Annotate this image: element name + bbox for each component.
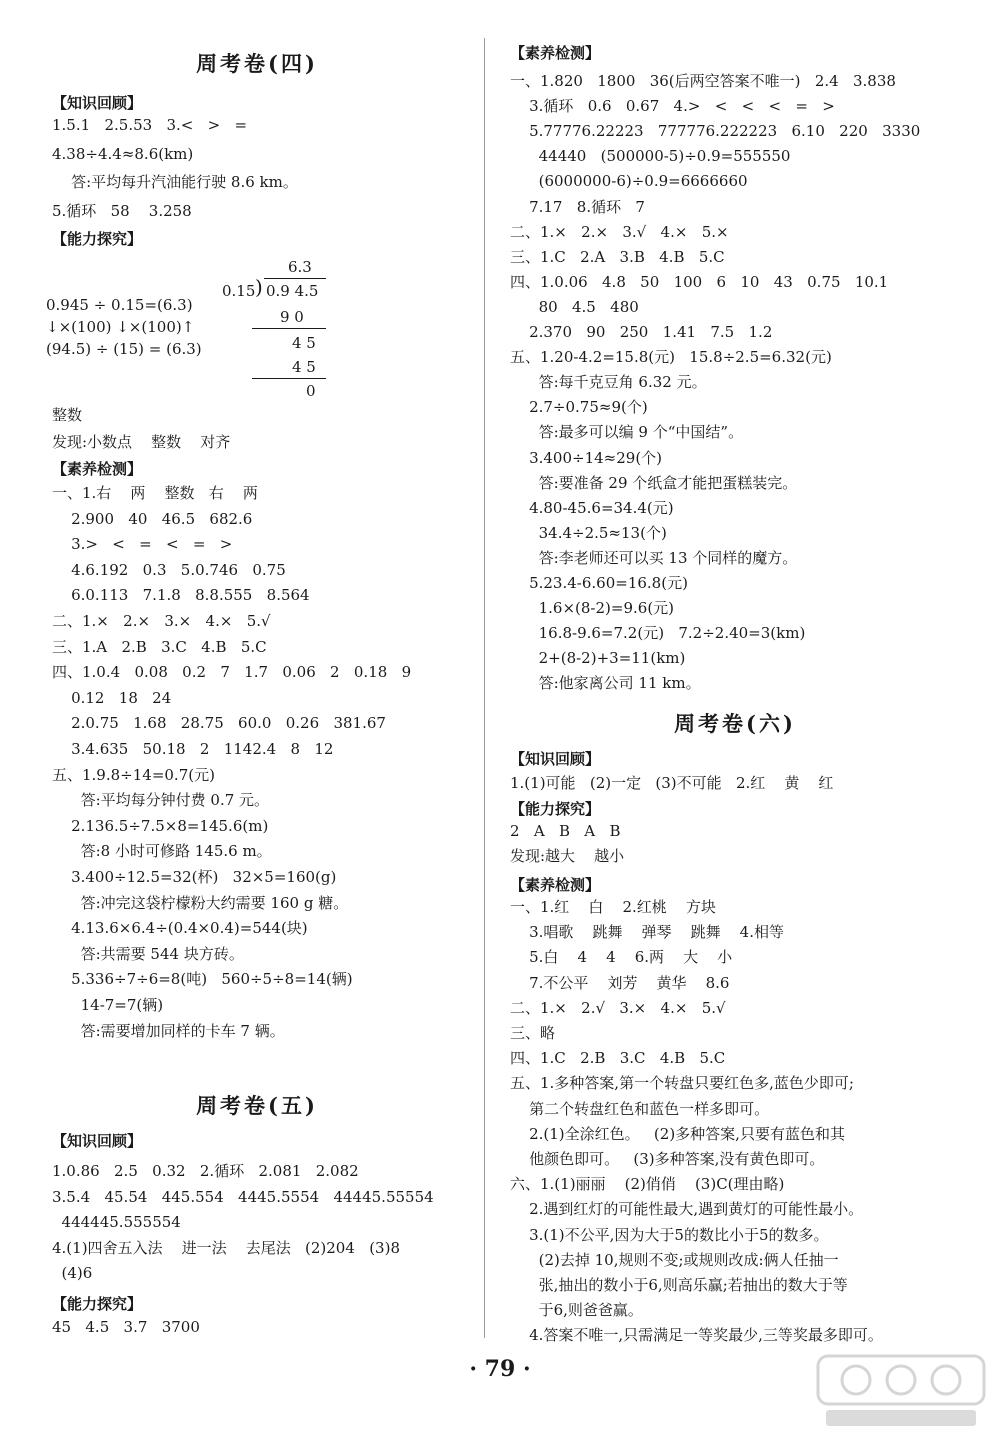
answer-line: 444445.555554 (52, 1213, 181, 1231)
answer-line: 答:每千克豆角 6.32 元。 (510, 373, 707, 392)
answer-line: 45 4.5 3.7 3700 (52, 1318, 200, 1336)
answer-line: 5.336÷7÷6=8(吨) 560÷5÷8=14(辆) (52, 970, 353, 989)
answer-line: 三、1.A 2.B 3.C 4.B 5.C (52, 637, 267, 656)
answer-line: 3.5.4 45.54 445.554 4445.5554 44445.55554 (52, 1187, 434, 1206)
answer-line: 1.0.86 2.5 0.32 2.循环 2.081 2.082 (52, 1162, 359, 1180)
answer-line: 发现:小数点 整数 对齐 (52, 433, 231, 451)
answer-line: 发现:越大 越小 (510, 847, 625, 865)
answer-line: 整数 (52, 406, 83, 424)
title-week5: 周考卷(五) (196, 1093, 318, 1118)
answer-line: 1.5.1 2.5.53 3.< > = (52, 116, 248, 134)
answer-line: (6000000-6)÷0.9=6666660 (510, 172, 748, 191)
answer-line: 2.7÷0.75≈9(个) (510, 398, 648, 417)
answer-line: 2+(8-2)+3=11(km) (510, 649, 686, 668)
answer-line: 44440 (500000-5)÷0.9=555550 (510, 147, 791, 166)
answer-line: 4.答案不唯一,只需满足一等奖最少,三等奖最多即可。 (510, 1326, 883, 1345)
answer-line: 2.(1)全涂红色。 (2)多种答案,只要有蓝色和其 (510, 1124, 845, 1143)
division-dividend: 0.9 4.5 (266, 282, 319, 300)
answer-line: 3.400÷14≈29(个) (510, 448, 663, 467)
answer-line: 5.23.4-6.60=16.8(元) (510, 574, 688, 592)
answer-line: 80 4.5 480 (510, 297, 639, 316)
answer-line: 5.循环 58 3.258 (52, 201, 192, 220)
heading-ability-explore-6: 【能力探究】 (510, 800, 601, 818)
answer-line: 7.不公平 刘芳 黄华 8.6 (510, 973, 730, 992)
heading-literacy-check-5: 【素养检测】 (510, 44, 601, 62)
answer-line: 6.0.113 7.1.8 8.8.555 8.564 (52, 586, 310, 605)
answer-line: 答:要准备 29 个纸盒才能把蛋糕装完。 (510, 473, 798, 492)
heading-literacy-check-6: 【素养检测】 (510, 876, 601, 894)
answer-line: 7.17 8.循环 7 (510, 197, 645, 216)
answer-line: 五、1.20-4.2=15.8(元) 15.8÷2.5=6.32(元) (510, 348, 832, 367)
answer-line: 3.循环 0.6 0.67 4.> < < < = > (510, 97, 835, 116)
answer-line: 一、1.右 两 整数 右 两 (52, 484, 258, 502)
answer-line: 3.(1)不公平,因为大于5的数比小于5的数多。 (510, 1225, 829, 1244)
answer-line: 第二个转盘红色和蓝色一样多即可。 (510, 1099, 770, 1118)
answer-line: 答:8 小时可修路 145.6 m。 (52, 842, 272, 861)
answer-line: 张,抽出的数小于6,则高乐赢;若抽出的数大于等 (510, 1276, 848, 1294)
division-step3: 4 5 (292, 358, 316, 376)
heading-knowledge-review: 【知识回顾】 (52, 94, 143, 112)
answer-line: 0.12 18 24 (52, 688, 172, 707)
answer-line: 2 A B A B (510, 822, 621, 840)
answer-line: 三、1.C 2.A 3.B 4.B 5.C (510, 247, 725, 266)
answer-line: 五、1.多种答案,第一个转盘只要红色多,蓝色少即可; (510, 1074, 854, 1093)
equation-bottom: (94.5) ÷ (15) = (6.3) (46, 340, 202, 358)
answer-line: 4.80-45.6=34.4(元) (510, 498, 674, 517)
answer-line: 4.(1)四舍五入法 进一法 去尾法 (2)204 (3)8 (52, 1238, 400, 1257)
answer-line: (2)去掉 10,规则不变;或规则改成:俩人任抽一 (510, 1250, 839, 1269)
heading-ability-explore-5: 【能力探究】 (52, 1295, 143, 1313)
answer-line: 2.0.75 1.68 28.75 60.0 0.26 381.67 (52, 714, 386, 733)
answer-line: 2.900 40 46.5 682.6 (52, 509, 253, 528)
answer-line: 5.77776.22223 777776.222223 6.10 220 3330 (510, 122, 921, 141)
division-divisor: 0.15 (222, 282, 256, 300)
column-divider (484, 38, 485, 1338)
answer-line: 2.370 90 250 1.41 7.5 1.2 (510, 323, 773, 341)
equation-top: 0.945 ÷ 0.15=(6.3) (46, 296, 193, 314)
answer-line: 答:他家离公司 11 km。 (510, 674, 701, 693)
title-week6: 周考卷(六) (674, 711, 796, 736)
answer-line: 二、1.× 2.× 3.× 4.× 5.√ (52, 612, 271, 630)
answer-line: 四、1.C 2.B 3.C 4.B 5.C (510, 1049, 726, 1068)
answer-line: (4)6 (52, 1264, 93, 1282)
answer-line: 三、略 (510, 1024, 556, 1042)
answer-line: 4.6.192 0.3 5.0.746 0.75 (52, 560, 286, 579)
watermark-logo (816, 1352, 986, 1432)
answer-line: 34.4÷2.5≈13(个) (510, 523, 667, 542)
answer-line: 5.白 4 4 6.两 大 小 (510, 948, 733, 967)
answer-line: 二、1.× 2.× 3.√ 4.× 5.× (510, 222, 729, 241)
answer-line: 一、1.820 1800 36(后两空答案不唯一) 2.4 3.838 (510, 72, 896, 90)
answer-line: 答:共需要 544 块方砖。 (52, 944, 244, 963)
page-number: · 79 · (469, 1356, 531, 1382)
division-step1: 9 0 (280, 308, 304, 326)
answer-line: 2.136.5÷7.5×8=145.6(m) (52, 816, 269, 835)
answer-line: 1.6×(8-2)=9.6(元) (510, 599, 675, 618)
answer-line: 二、1.× 2.√ 3.× 4.× 5.√ (510, 998, 726, 1017)
answer-line: 14-7=7(辆) (52, 996, 164, 1014)
answer-line: 答:需要增加同样的卡车 7 辆。 (52, 1021, 285, 1040)
division-quotient: 6.3 (288, 258, 312, 276)
answer-line: 答:李老师还可以买 13 个同样的魔方。 (510, 548, 798, 567)
heading-literacy-check: 【素养检测】 (52, 460, 143, 478)
answer-line: 16.8-9.6=7.2(元) 7.2÷2.40=3(km) (510, 624, 806, 643)
answer-line: 3.> < = < = > (52, 535, 233, 554)
answer-line: 四、1.0.4 0.08 0.2 7 1.7 0.06 2 0.18 9 (52, 663, 412, 682)
division-remainder: 0 (306, 382, 316, 400)
answer-line: 答:最多可以编 9 个“中国结”。 (510, 423, 744, 442)
heading-ability-explore: 【能力探究】 (52, 230, 143, 248)
answer-line: 五、1.9.8÷14=0.7(元) (52, 765, 215, 784)
answer-line: 答:平均每分钟付费 0.7 元。 (52, 791, 270, 810)
answer-line: 3.4.635 50.18 2 1142.4 8 12 (52, 740, 334, 758)
title-week4: 周考卷(四) (196, 51, 318, 76)
answer-line: 一、1.红 白 2.红桃 方块 (510, 898, 716, 916)
answer-line: 1.(1)可能 (2)一定 (3)不可能 2.红 黄 红 (510, 774, 834, 792)
equation-arrows: ↓×(100) ↓×(100)↑ (46, 318, 195, 336)
answer-line: 于6,则爸爸赢。 (510, 1301, 643, 1320)
answer-line: 他颜色即可。 (3)多种答案,没有黄色即可。 (510, 1150, 825, 1168)
answer-line: 4.13.6×6.4÷(0.4×0.4)=544(块) (52, 919, 308, 938)
division-step2: 4 5 (292, 334, 316, 352)
heading-knowledge-review-5: 【知识回顾】 (52, 1132, 143, 1150)
answer-line: 答:平均每升汽油能行驶 8.6 km。 (52, 173, 298, 191)
answer-line: 3.唱歌 跳舞 弹琴 跳舞 4.相等 (510, 923, 784, 942)
answer-line: 3.400÷12.5=32(杯) 32×5=160(g) (52, 868, 337, 886)
answer-line: 4.38÷4.4≈8.6(km) (52, 144, 194, 163)
answer-line: 答:冲完这袋柠檬粉大约需要 160 g 糖。 (52, 893, 349, 912)
answer-line: 四、1.0.06 4.8 50 100 6 10 43 0.75 10.1 (510, 272, 889, 291)
answer-line: 六、1.(1)丽丽 (2)俏俏 (3)C(理由略) (510, 1175, 785, 1194)
heading-knowledge-review-6: 【知识回顾】 (510, 750, 601, 768)
answer-line: 2.遇到红灯的可能性最大,遇到黄灯的可能性最小。 (510, 1200, 864, 1219)
